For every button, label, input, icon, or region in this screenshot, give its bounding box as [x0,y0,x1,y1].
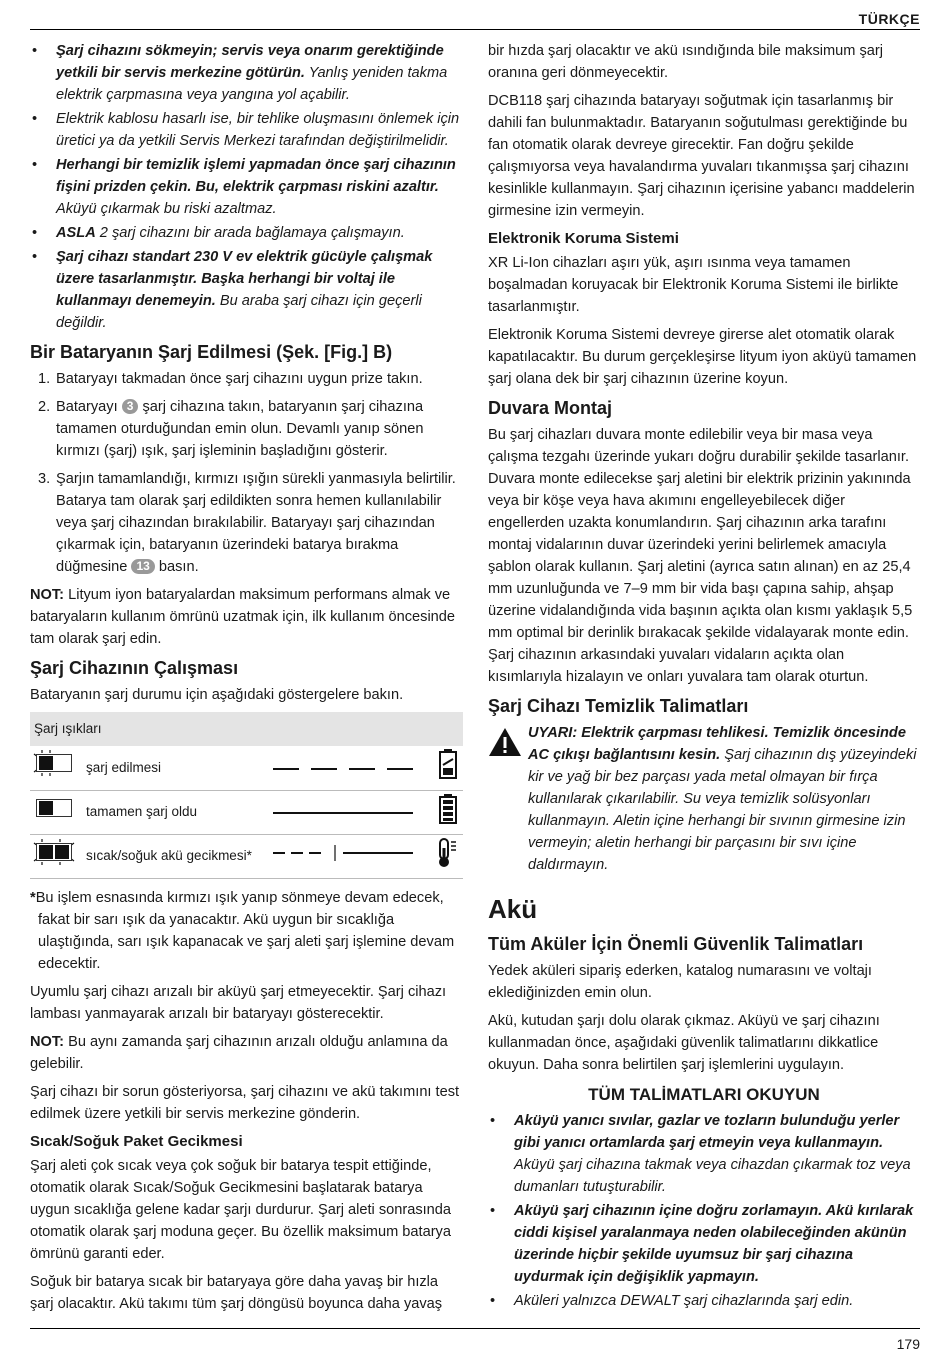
table-row [30,790,463,834]
warning-block [488,722,920,882]
list-item [488,1110,920,1198]
note-text: Bu aynı zamanda şarj cihazının arızalı olduğu anlamına da gelebilir. [30,1033,448,1072]
step-text: basın. [154,559,199,575]
eps-text: Elektronik Koruma Sistemi devreye girerse alet otomatik olarak kapatılacaktır. Bu durum gerçekleşirse lityum iyon aküyü tamamen şarj olana dek bir şarj cihazının üzerine koyun. [488,327,917,387]
bullet-bold: Şarj cihazı standart 230 V ev elektrik gücüyle çalışmak üzere tasarlanmıştır. Başka herhangi bir voltaj ile kullanmayı denemeyin. [56,249,433,309]
list-item [488,1290,920,1312]
double-blinking-light-icon [36,843,76,863]
row-label: şarj edilmesi [86,746,273,790]
page-number: 179 [896,1336,920,1352]
eps-heading: Elektronik Koruma Sistemi [488,230,679,247]
safety-heading: Tüm Aküler İçin Önemli Güvenlik Talimatları [488,934,864,954]
note-paragraph [30,1031,463,1075]
table-row [30,746,463,790]
fan-text: DCB118 şarj cihazında bataryayı soğutmak için tasarlanmış bir dahili fan bulunmaktadır. Bataryanın soğutulması gerektiğinde bu fan otomatik olarak devreye girecektir. Fan doğru şekilde çalışmıyorsa veya havalandırma yuvaları tıkanmışsa şarj cihazını kesinlikle kullanmayın. Şarj cihazının içerisine yabancı maddelerin girmesine izin vermeyin. [488,93,915,219]
step-item [30,368,463,390]
delay-text: Şarj aleti çok sıcak veya çok soğuk bir batarya tespit ettiğinde, otomatik olarak Sıcak/Soğuk Gecikmesini başlatarak batarya uygun sıcaklığa gelene kadar şarjı durdurur. Şarj aleti sonrasında otomatik olarak şarj moduna geçer. Bu özellik maksimum batarya ömrünü garanti eder. [30,1157,452,1262]
operation-text: Bataryanın şarj durumu için aşağıdaki göstergelere bakın. [30,687,404,703]
left-column [30,40,463,1321]
bullet-italic: Aküyü çıkarmak bu riski azaltmaz. [56,201,277,217]
step-number: 3. [38,471,51,487]
thermometer-icon [433,834,463,878]
bullet-bold: Herhangi bir temizlik işlemi yapmadan önce şarj cihazının fişini prizden çekin. Bu, elektrik çarpması riskini azaltır. [56,157,456,195]
table-row [30,834,463,878]
note-text: Lityum iyon bataryalardan maksimum performans almak ve bataryaların kullanım ömrünü uzatmak için, ilk kullanım öncesinde tam olarak şarj edin. [30,587,456,647]
delay-heading: Sıcak/Soğuk Paket Gecikmesi [30,1132,243,1150]
problem-text: Şarj cihazı bir sorun gösteriyorsa, şarj cihazını ve akü takımını test edilmek üzere yetkili bir servis merkezine gönderin. [30,1083,460,1122]
step-text: Şarjın tamamlandığı, kırmızı ışığın sürekli yanmasıyla belirtilir. Batarya tam olarak şarj edildikten sonra hemen kullanılabilir veya şarj cihazından bırakılabilir. Bataryayı şarj cihazından çıkarmak için, bataryanın üzerindeki batarya bırakma düğmesine [56,471,456,575]
note-label: NOT: [30,587,65,603]
note-label: NOT: [30,1033,65,1050]
bullet-bold: ASLA [56,225,96,241]
battery-full-icon [433,790,463,834]
blink-pattern [273,746,433,790]
row-label: sıcak/soğuk akü gecikmesi* [86,834,273,878]
safety-text: Yedek aküleri sipariş ederken, katalog numarasını ve voltajı eklediğinizden emin olun. [488,963,872,1001]
figure-ref-badge: 13 [131,559,154,574]
bullet-italic: Aküyü şarj cihazına takmak veya cihazdan çıkarmak toz veya dumanları tutuşturabilir. [514,1157,911,1195]
bullet-bold: Aküyü yanıcı sıvılar, gazlar ve tozların bulunduğu yerler gibi yanıcı ortamlarda şarj etmeyin veya kullanmayın. [514,1113,900,1151]
page-header [30,8,920,30]
delay-text: Soğuk bir batarya sıcak bir bataryaya göre daha yavaş bir hızla şarj olacaktır. Akü takımı tüm şarj döngüsü boyunca daha yavaş [30,1273,443,1312]
bullet-italic: Elektrik kablosu hasarlı ise, bir tehlike oluşmasını önlemek için üretici ya da yetkili Servis Merkezi tarafından değiştirilmelidir. [56,111,460,149]
charger-safety-list [30,40,463,334]
blinking-light-icon [36,754,76,774]
continued-text: bir hızda şarj olacaktır ve akü ısındığında bile maksimum şarj oranına geri dönmeyecektir. [488,43,884,81]
warning-bold: UYARI: Elektrik çarpması tehlikesi. Temizlik öncesinde AC çıkışı bağlantısını kesin. [528,725,906,763]
note-paragraph [30,584,463,650]
footnote-text: Bu işlem esnasında kırmızı ışık yanıp sönmeye devam edecek, fakat bir sarı ışık da yanacaktır. Akü uygun bir sıcaklığa ulaştığında, sarı ışık kapanacak ve şarj aleti şarj işlemine devam edecektir. [35,889,455,972]
wall-mount-heading: Duvara Montaj [488,398,613,418]
faulty-charger-text: Uyumlu şarj cihazı arızalı bir aküyü şarj etmeyecektir. Şarj cihazı lambası yanmayarak arızalı bir bataryayı gösterecektir. [30,983,447,1022]
step-text: Bataryayı takmadan önce şarj cihazını uygun prize takın. [56,371,423,387]
list-item [30,108,463,152]
indicator-cell [30,834,86,878]
indicator-cell [30,746,86,790]
footnote-mark: * [30,889,36,906]
list-item [30,40,463,106]
eps-text: XR Li-Ion cihazları aşırı yük, aşırı ısınma veya tamamen boşalmadan koruyacak bir Elektronik Koruma Sistemi ile birlikte tasarlanmıştır. [488,255,899,315]
bullet-italic: Aküleri yalnızca DEWALT şarj cihazlarında şarj edin. [514,1293,854,1309]
step-number: 1. [38,371,51,387]
language-label: TÜRKÇE [858,11,920,27]
cleaning-heading: Şarj Cihazı Temizlik Talimatları [488,696,749,716]
charging-heading: Bir Bataryanın Şarj Edilmesi (Şek. [Fig.] B) [30,342,393,362]
bullet-bold: Aküyü şarj cihazının içine doğru zorlamayın. Akü kırılarak ciddi kişisel yaralanmaya neden olabileceğinden akünün üzerinde hiçbir şekilde uyumsuz bir şarj cihazına uydurmak için değişiklik yapmayın. [514,1203,914,1285]
warning-italic: Şarj cihazının dış yüzeyindeki kir ve yağ bir bez parçası yada metal olmayan bir fırça kullanılarak çıkarılabilir. Su veya temizlik solüsyonları kullanmayın. Aletin içine herhangi bir sıvının girmesine izin vermeyin; aletin herhangi bir parçasını bir sıvı içine daldırmayın. [528,747,917,873]
list-item [30,246,463,334]
battery-charging-icon [433,746,463,790]
bullet-bold: Şarj cihazını sökmeyin; servis veya onarım gerektiğinde yetkili bir servis merkezine götürün. [56,43,444,81]
steady-light-icon [36,799,76,819]
bullet-italic: 2 şarj cihazını bir arada bağlamaya çalışmayın. [95,225,405,241]
wall-mount-text: Bu şarj cihazları duvara monte edilebilir veya bir masa veya çalışma tezgahı üzerinde yukarı doğru durabilir şekilde tasarlanır. Duvara monte edilecekse şarj aletini bir elektrik prizinin yakınında veya bir köşe veya hava akımını engelleyebilecek diğer engellerden uzakta konumlandırın. Şarj cihazının arka tarafını montaj vidalarının duvar üzerindeki yerini belirlemek amacıyla şablon olarak kullanın. Şarj aletini (ayrıca satın alınan) en az 25,4 mm uzunluğunda ve 7–9 mm bir vida başı çapına sahip, ahşap üzerine vidalandığında vida başının açıkta olan kısmı yaklaşık 5,5 mm optimal bir derinlik bırakacak şekilde vidalayarak monte edin. Şarj cihazının arkasındaki yuvaları vidaların açıkta olan kısımlarıyla hizalayın ve onları yuvalara tam olarak oturtun. [488,427,913,685]
indicator-cell [30,790,86,834]
page-footer [30,1328,920,1352]
bullet-italic: Bu araba şarj cihazı için geçerli değildir. [56,293,422,331]
footnote-paragraph [30,887,463,975]
charging-steps [30,368,463,578]
table-header: Şarj ışıkları [30,712,463,746]
battery-heading: Akü [488,894,538,924]
operation-heading: Şarj Cihazının Çalışması [30,658,239,678]
step-item [30,396,463,462]
warning-triangle-icon [488,722,528,882]
step-text: Bataryayı [56,399,122,415]
steady-pattern [273,790,433,834]
step-number: 2. [38,399,51,415]
warning-text [528,722,920,876]
list-item [30,222,463,244]
list-item [488,1200,920,1288]
delay-pattern [273,834,433,878]
charger-lights-table [30,712,463,879]
bullet-italic: Yanlış yeniden takma elektrik çarpmasına veya yangına yol açabilir. [56,65,448,103]
battery-safety-list [488,1110,920,1312]
read-all-heading: TÜM TALİMATLARI OKUYUN [588,1085,820,1104]
step-text: şarj cihazına takın, bataryanın şarj cihazına tamamen oturduğundan emin olun. Devamlı yanıp sönen kırmızı (şarj) ışık, şarj işleminin başladığını gösterir. [56,399,424,459]
safety-text: Akü, kutudan şarjı dolu olarak çıkmaz. Aküyü ve şarj cihazını kullanmadan önce, aşağıdaki güvenlik talimatlarını dikkatlice okuyun. Daha sonra belirtilen şarj işlemlerini uygulayın. [488,1013,880,1073]
right-column [488,40,920,1314]
list-item [30,154,463,220]
step-item [30,468,463,578]
row-label: tamamen şarj oldu [86,790,273,834]
figure-ref-badge: 3 [122,399,139,414]
